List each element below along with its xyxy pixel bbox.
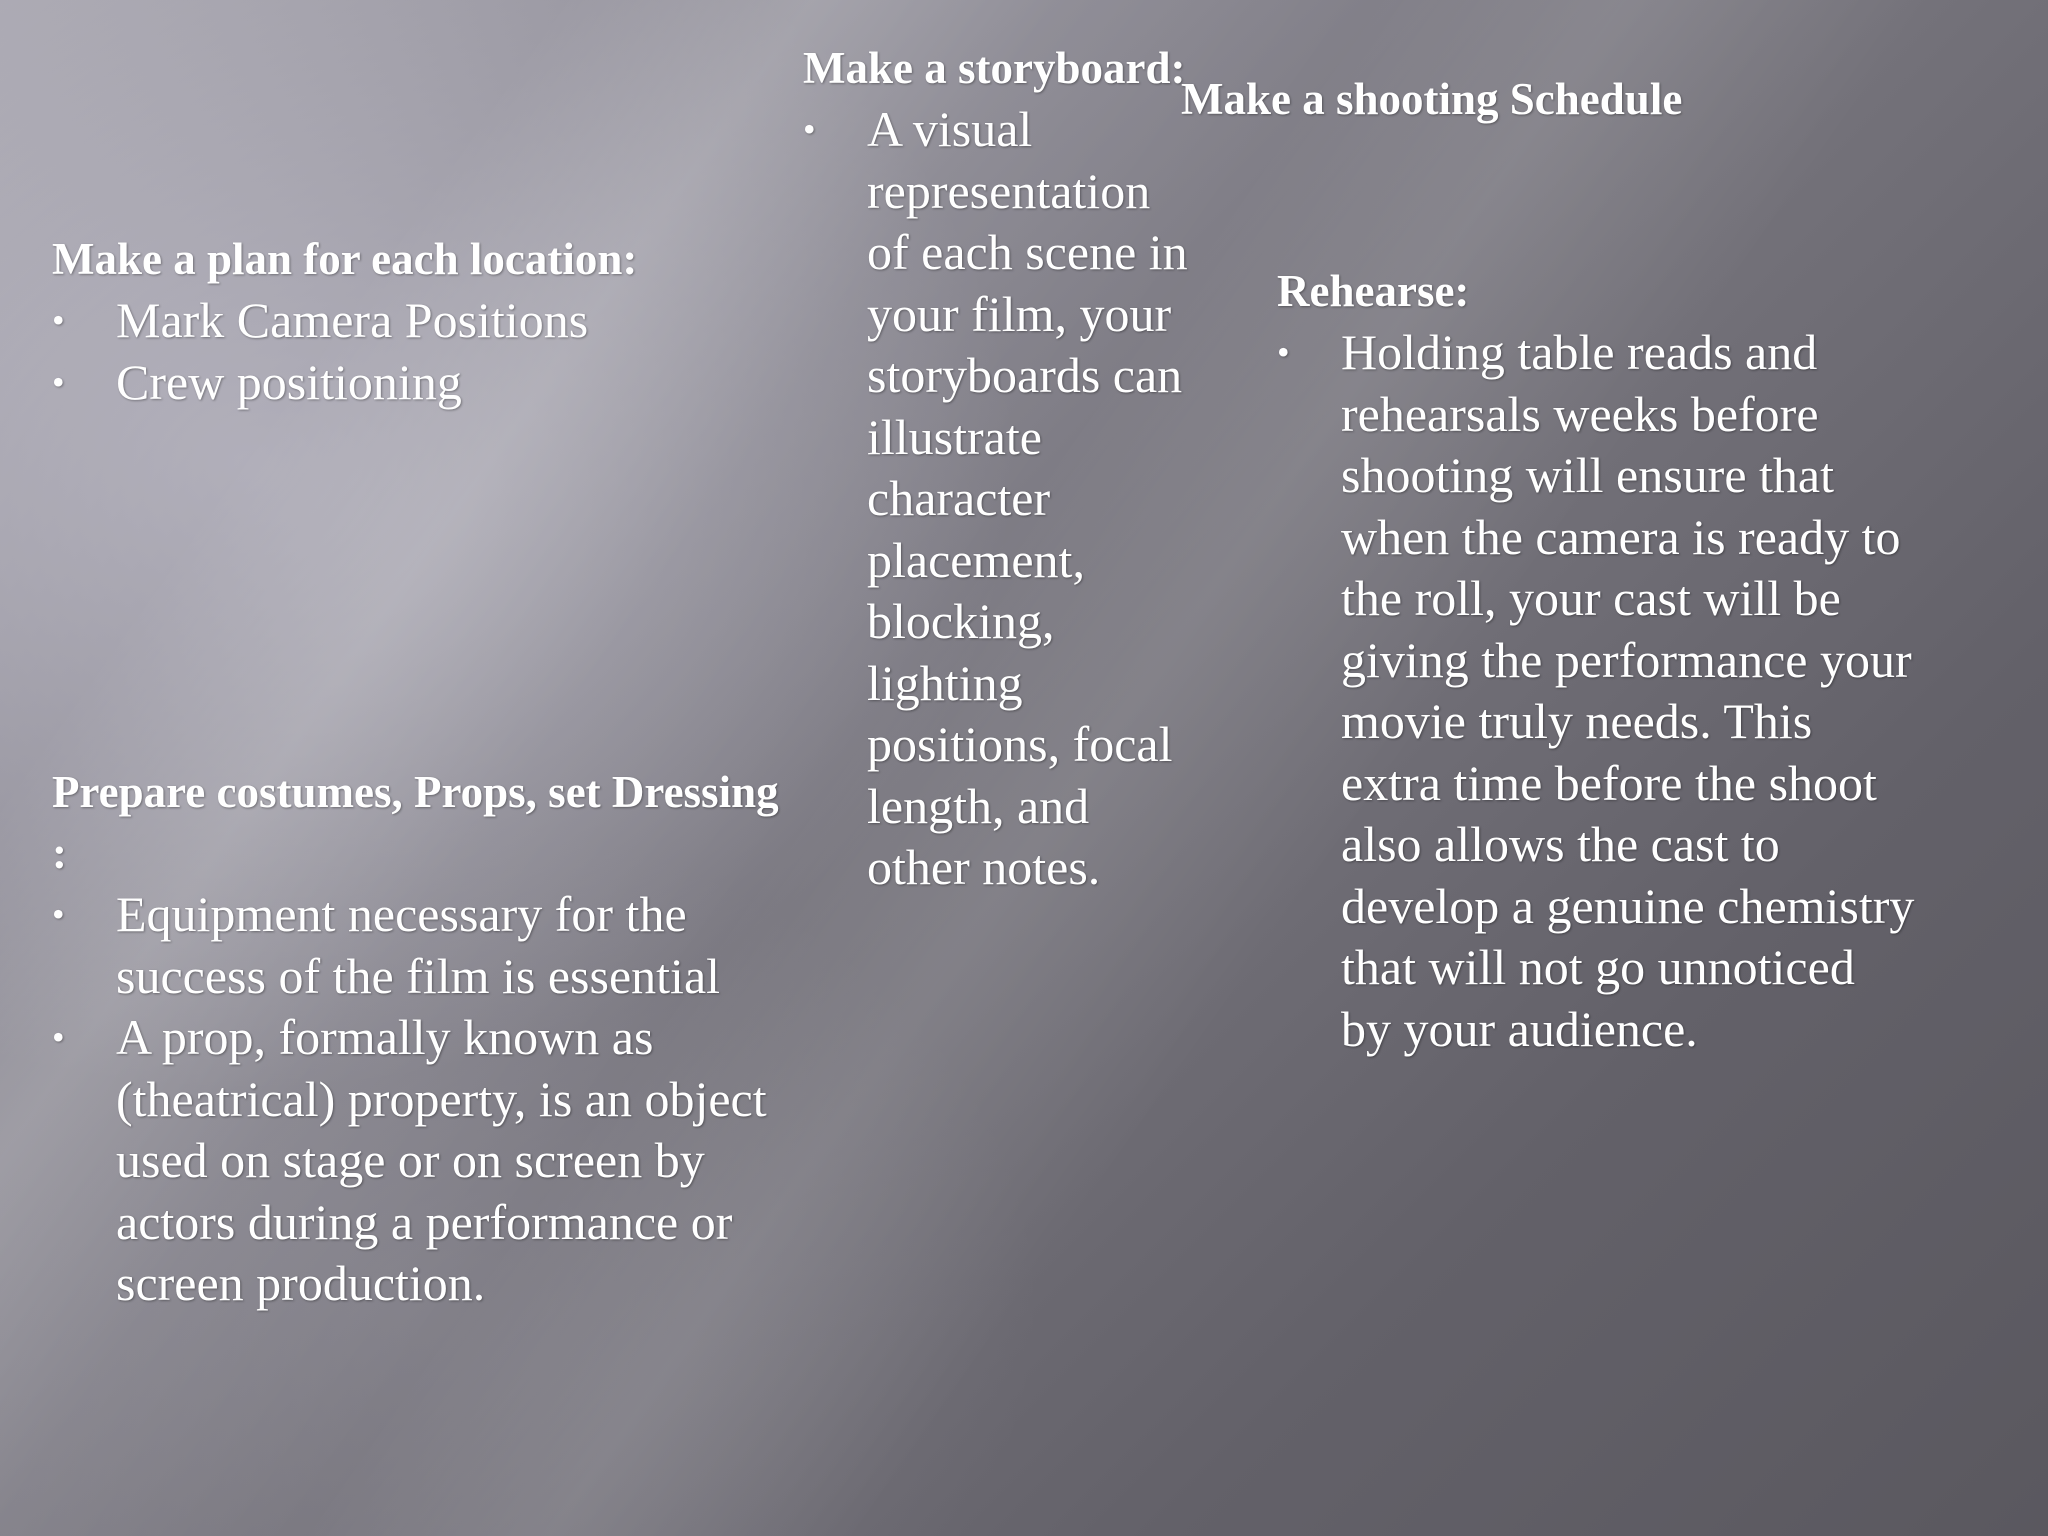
costumes-section: [52, 762, 792, 1315]
bullet-icon: •: [52, 361, 65, 402]
plan-section: [52, 229, 752, 413]
costumes-heading: Prepare costumes, Props, set Dressing :: [52, 767, 779, 878]
plan-list: [52, 290, 752, 413]
bullet-icon: •: [52, 1017, 65, 1057]
storyboard-section: [803, 38, 1203, 899]
storyboard-item-text: A visual representation of each scene in your film, your storyboards can illustrate character placement, blocking, lighting positions, focal length, and other notes.: [867, 101, 1188, 895]
list-item: [52, 352, 752, 414]
list-item: [52, 884, 792, 1007]
rehearse-list: [1277, 322, 1917, 1060]
costumes-item-text: A prop, formally known as (theatrical) property, is an object used on stage or on screen by actors during a performance or screen production.: [116, 1009, 767, 1311]
costumes-list: [52, 884, 792, 1315]
rehearse-heading: Rehearse:: [1277, 266, 1470, 316]
storyboard-list: [803, 99, 1203, 899]
schedule-section: [1181, 69, 1901, 130]
storyboard-heading: Make a storyboard:: [803, 43, 1186, 93]
list-item: [52, 1007, 792, 1315]
schedule-heading: Make a shooting Schedule: [1181, 74, 1683, 124]
bullet-icon: •: [1277, 332, 1290, 372]
plan-heading: Make a plan for each location:: [52, 234, 638, 284]
bullet-icon: •: [52, 300, 65, 340]
costumes-item-text: Equipment necessary for the success of the film is essential: [116, 886, 721, 1004]
list-item: [803, 99, 1203, 899]
list-item: [52, 290, 752, 352]
bullet-icon: •: [803, 109, 816, 149]
plan-item-text: Mark Camera Positions: [116, 292, 589, 348]
rehearse-section: [1277, 261, 1917, 1060]
bullet-icon: •: [52, 894, 65, 934]
list-item: [1277, 322, 1917, 1060]
plan-item-text: Crew positioning: [116, 353, 462, 410]
rehearse-item-text: Holding table reads and rehearsals weeks before shooting will ensure that when the camera is ready to the roll, your cast will be giving the performance your movie truly needs. This extra time before the shoot also allows the cast to develop a genuine chemistry that will not go unnoticed by your audience.: [1341, 324, 1915, 1057]
